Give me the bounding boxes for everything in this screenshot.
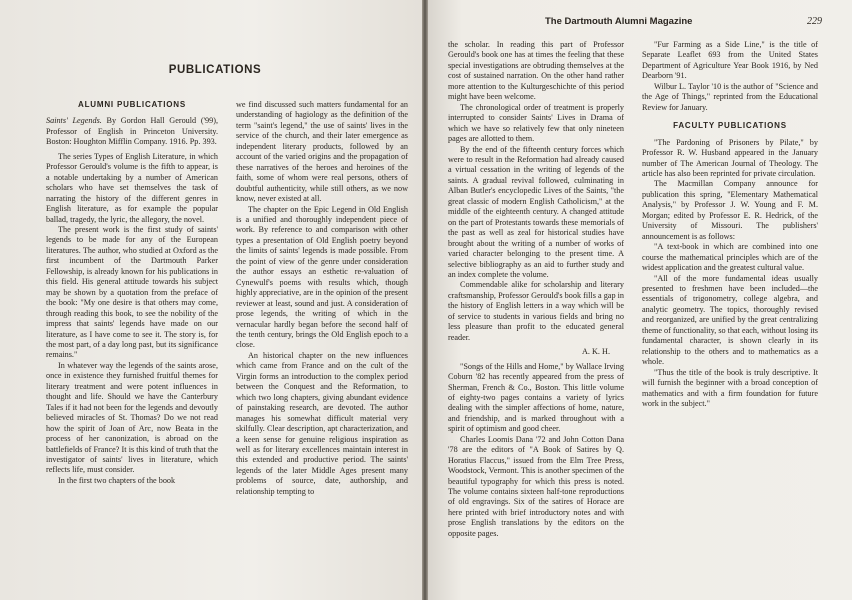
book-title: Saints' Legends. [46,116,102,126]
left-page-column-1 [46,100,218,486]
right-page-column-2 [642,40,818,409]
right-page-column-1 [448,40,624,539]
running-head: The Dartmouth Alumni Magazine [545,16,693,27]
reviewer-initials: A. K. H. [582,347,610,357]
review-paragraph-8: the scholar. In reading this part of Professor Gerould's book one has at times the feeling that these special investigations are obtruding themselves at the cost of sustained narration. On the other hand rather more attention to the Kulturgeschichte of this period might have been welcome. [448,40,624,102]
faculty-paragraph-2: The Macmillan Company announce for publication this spring, "Elementary Mathematical Analysis," by Professor J. W. Young and F. M. Morgan; edited by Professor E. R. Hedrick, of the University of Missouri. The publishers' announcement is as follows: [642,179,818,241]
review-paragraph-10: By the end of the fifteenth century forces which were to result in the Reformation had already caused a virtual cessation in the writing of legends of the saints. A gradual revival followed, culminating in Alban Butler's encyclopedic Lives of the Saints, "the great classic of modern English Catholicism," at the middle of the eighteenth century. A changed attitude on the part of Protestants towards these memorials of the past as well as zeal for historical studies have brought about the writing of a number of works of varied character belonging to the present time. A selective bibliography as an aid to further study and an index complete the volume. [448,144,624,279]
review-paragraph-4: In the first two chapters of the book [58,475,176,485]
faculty-paragraph-3: "A text-book in which are combined into one course the mathematical principles which are of the widest application and the greatest cultural value. [642,242,818,273]
review-paragraph-3: In whatever way the legends of the saints arose, once in existence they furnished fruitful themes for literary treatment and were potent influences in thought and life. Should we have the Canterbury Tales if it had not been for the legends and devoutly believed miracles of St. Thomas? Do we not read how the spirit of Joan of Arc, now Beata in the process of her canonization, is abroad on the battlefields of France? It is this kind of truth that the investigator of saints' lives in literature, which reflects life, must consider. [46,360,218,475]
book-entry [46,116,218,147]
left-page-column-2 [236,100,408,497]
faculty-paragraph-5: "Thus the title of the book is truly descriptive. It will furnish the beginner with a broad conception of mathematics and with a firm foundation for future work in the subject." [642,367,818,408]
left-page [0,0,422,600]
review-paragraph-6: The chapter on the Epic Legend in Old English is a unified and thoroughly independent piece of work. By reference to and comparison with other types a presentation of Old English poetry beyond the limits of saints' legends is made possible. From the point of view of the genre under consideration the author essays an esthetic re-valuation of Cynewulf's poems with results which, though highly appreciative, are in the opinion of the present reviewer at least, sound and just. A consideration of prose legends, the writing of which in the vernacular hardly began before the second half of the tenth century, brings the Old English epoch to a close. [236,204,408,350]
review-paragraph-7: An historical chapter on the new influences which came from France and on the cult of the Virgin forms an introduction to the complex period between the Conquest and the Reformation, to which two long chapters, giving abundant evidence of painstaking research, are devoted. The author manages his somewhat difficult material very skilfully. Clear description, apt characterization, and a keen sense for genuine religious inspiration as well as for literary excellences maintain interest in this extended and productive period. The saints' legends of the later Middle Ages present many problems of source, date, authorship, and relationship tempting to [236,350,408,496]
faculty-paragraph-1: "The Pardoning of Prisoners by Pilate," by Professor R. W. Husband appeared in the January number of The American Journal of Theology. The article has also been reprinted for private circulation. [642,137,818,178]
review-paragraph-9: The chronological order of treatment is properly interrupted to consider Saints' Lives in Drama of which we have so relatively few that only nineteen pages are allotted to them. [448,102,624,144]
faculty-publications-heading: FACULTY PUBLICATIONS [673,121,787,131]
review-paragraph-1: The series Types of English Literature, in which Professor Gerould's volume is the fifth to appear, is a notable undertaking by a number of American scholars who have set themselves the task of narrating the history of the different genres in English literature, as for example the popular ballad, tragedy, the lyric, the allegory, the novel. [46,151,218,224]
alumni-publications-heading: ALUMNI PUBLICATIONS [78,100,186,109]
note-science-age-of-things: Wilbur L. Taylor '10 is the author of "Science and the Age of Things," reprinted from the Educational Review for January. [642,81,818,112]
right-page [428,0,852,600]
book-citation: By Gordon Hall Gerould ('99), Professor of English in Princeton University. Boston: Houghton Mifflin Company. 1916. Pp. 393. [46,116,218,147]
review-paragraph-5: we find discussed such matters fundamental for an understanding of hagiology as the definition of the term "saint's legend," the use of saints' lives in the service of the church, and their later emergence as independent literary products, followed by an account of the varied origins and the propagation of these narratives of the heroes and heroines of the faith, some of whom were real persons, others of doubtful authenticity, while still others, as we now know, never existed at all. [236,100,408,204]
page-title: PUBLICATIONS [168,64,262,76]
note-songs-of-the-hills: "Songs of the Hills and Home," by Wallace Irving Coburn '82 has recently appeared from the press of Sherman, French & Co., Boston. This little volume of eighty-two pages contains a variety of lyrics dealing with the simpler affections of home, nature, and friendship, and is marked throughout with a spirit of optimism and good cheer. [448,361,624,434]
note-fur-farming: "Fur Farming as a Side Line," is the title of Separate Leaflet 693 from the United States Department of Agriculture Year Book 1916, by Ned Dearborn '91. [642,40,818,81]
page-number: 229 [807,16,822,27]
faculty-paragraph-4: "All of the more fundamental ideas usually presented to freshmen have been included—the essentials of trigonometry, college algebra, and analytic geometry. The topics, thoroughly revised and reorganized, are unified by the great centralizing theme of functionality, so that each, without losing its fundamental character, is shown clearly in its relationship to the others and to mathematics as a whole. [642,273,818,367]
review-paragraph-2: The present work is the first study of saints' legends to be made for any of the European literatures. The author, who studied at Oxford as the first incumbent of the Dartmouth Parker Fellowship, is already known for his publications in this field. His general attitude towards his subject may be shown by a quotation from the preface of the book: "My one desire is that others may come, through reading this book, to see the nobility of the impress that saints' legends have made on our literature, as I have come to see it. The story is, for the most part, of a day long past, but its significance remains." [46,224,218,360]
review-paragraph-11: Commendable alike for scholarship and literary craftsmanship, Professor Gerould's book fills a gap in the history of English letters in a way which will be of service to students in various fields and bring no less pleasure than profit to the educated general reader. [448,280,624,342]
note-book-of-satires: Charles Loomis Dana '72 and John Cotton Dana '78 are the editors of "A Book of Satires by Q. Horatius Flaccus," issued from the Elm Tree Press, Woodstock, Vermont. This is another specimen of the beautiful typography for which this press is noted. The volume contains sixteen half-tone reproductions of old engravings. Six of the satires of Horace are here printed with brief introductory notes and with prose English translations by the editors on the opposite pages. [448,434,624,538]
